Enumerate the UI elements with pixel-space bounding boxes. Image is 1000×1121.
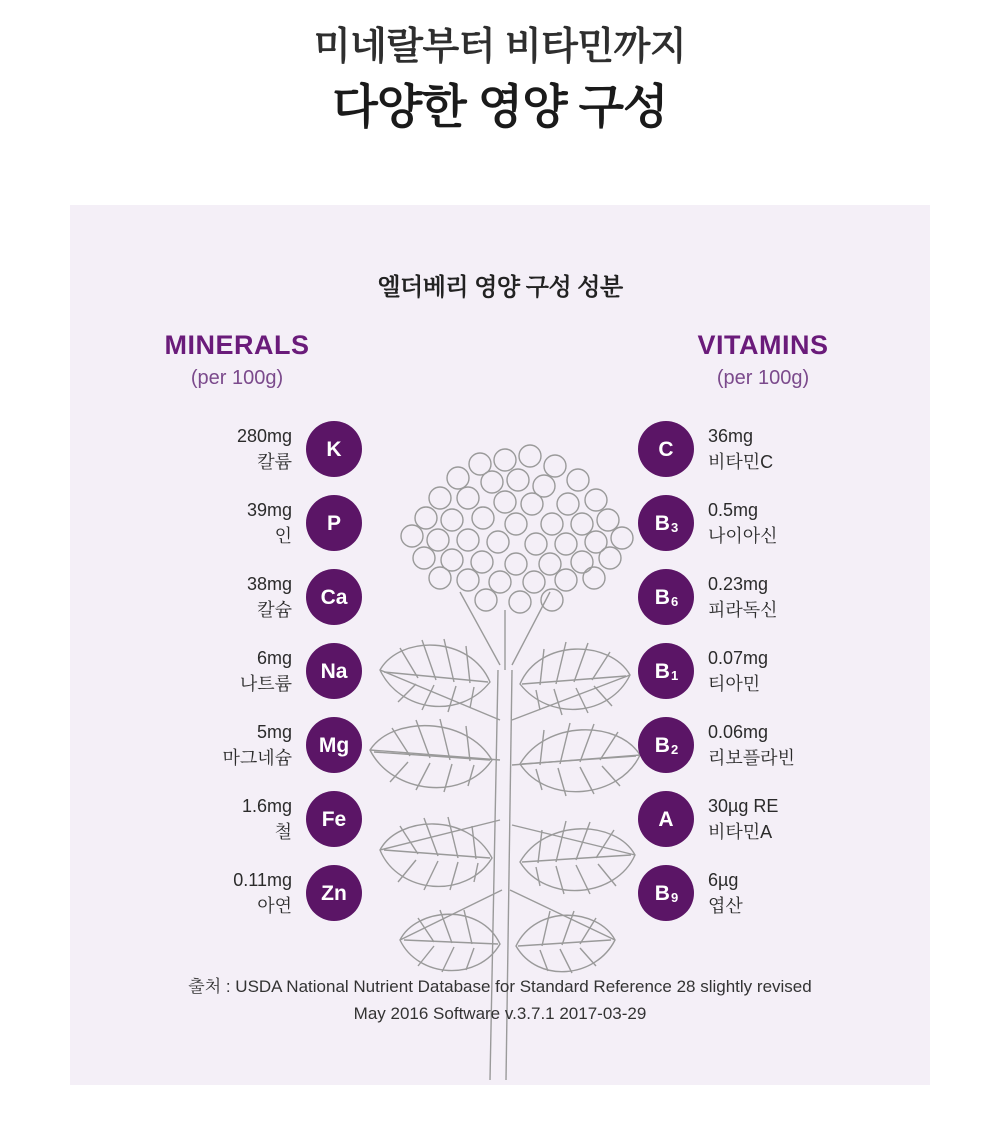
nutrient-badge <box>638 495 694 551</box>
vitamins-list <box>638 412 888 930</box>
vitamins-heading: VITAMINS <box>697 330 829 360</box>
nutrient-symbol: Ca <box>320 585 348 609</box>
nutrient-labels <box>222 719 306 771</box>
nutrition-panel <box>70 205 930 1085</box>
nutrient-name: 리보플라빈 <box>708 748 795 768</box>
nutrient-labels <box>694 571 778 623</box>
list-item <box>638 412 888 486</box>
nutrient-name: 엽산 <box>708 896 743 916</box>
nutrient-symbol: K <box>326 437 342 461</box>
nutrient-symbol: A <box>658 807 674 831</box>
list-item <box>112 634 362 708</box>
nutrient-amount: 0.06mg <box>708 721 769 742</box>
nutrient-labels <box>694 645 768 697</box>
nutrient-columns <box>70 330 930 930</box>
nutrient-symbol-subscript: 3 <box>670 519 679 535</box>
list-item <box>638 486 888 560</box>
minerals-heading: MINERALS <box>164 330 310 360</box>
nutrient-symbol: C <box>658 437 674 461</box>
nutrient-symbol: B <box>654 585 670 609</box>
list-item <box>638 634 888 708</box>
nutrient-amount: 1.6mg <box>241 795 292 816</box>
nutrient-badge <box>638 421 694 477</box>
nutrient-badge <box>638 569 694 625</box>
nutrient-amount: 36mg <box>708 425 754 446</box>
nutrient-amount: 0.5mg <box>708 499 759 520</box>
nutrient-badge <box>638 717 694 773</box>
nutrient-symbol-subscript: 2 <box>670 741 679 757</box>
minerals-subheading: (per 100g) <box>190 367 284 389</box>
nutrient-symbol-subscript: 1 <box>670 667 679 683</box>
page-header <box>0 0 1000 136</box>
minerals-column <box>112 330 362 930</box>
nutrient-name: 아연 <box>257 896 292 916</box>
nutrient-symbol: P <box>326 511 341 535</box>
nutrient-badge <box>306 569 362 625</box>
header-subtitle: 미네랄부터 비타민까지 <box>313 26 687 68</box>
nutrient-labels <box>247 497 306 549</box>
list-item <box>638 782 888 856</box>
nutrient-amount: 0.11mg <box>233 869 292 890</box>
nutrient-badge <box>306 865 362 921</box>
minerals-list <box>112 412 362 930</box>
nutrient-name: 마그네슘 <box>222 748 292 768</box>
nutrient-amount: 0.07mg <box>708 647 769 668</box>
nutrient-symbol: B <box>654 881 670 905</box>
nutrient-name: 칼륨 <box>257 452 292 472</box>
nutrient-amount: 280mg <box>236 425 292 446</box>
list-item <box>112 486 362 560</box>
list-item <box>112 782 362 856</box>
nutrient-labels <box>247 571 306 623</box>
nutrient-name: 인 <box>274 526 292 546</box>
list-item <box>112 856 362 930</box>
nutrient-name: 비타민A <box>708 822 773 842</box>
nutrient-badge <box>638 865 694 921</box>
nutrient-amount: 38mg <box>246 573 292 594</box>
panel-title: 엘더베리 영양 구성 성분 <box>377 274 623 301</box>
nutrient-labels <box>242 793 306 845</box>
nutrient-badge <box>638 791 694 847</box>
nutrient-amount: 39mg <box>246 499 292 520</box>
list-item <box>638 708 888 782</box>
nutrient-badge <box>638 643 694 699</box>
vitamins-subheading: (per 100g) <box>716 367 810 389</box>
nutrient-badge <box>306 791 362 847</box>
nutrient-labels <box>694 497 778 549</box>
nutrient-amount: 0.23mg <box>708 573 769 594</box>
nutrient-symbol: B <box>654 659 670 683</box>
nutrient-symbol: Na <box>320 659 348 683</box>
nutrient-symbol: B <box>654 511 670 535</box>
nutrient-amount: 6mg <box>256 647 292 668</box>
nutrient-badge <box>306 421 362 477</box>
nutrient-name: 나이아신 <box>708 526 778 546</box>
nutrient-labels <box>237 423 306 475</box>
nutrient-name: 티아민 <box>708 674 761 694</box>
nutrient-symbol-subscript: 9 <box>670 889 679 905</box>
nutrient-labels <box>233 867 306 919</box>
list-item <box>638 856 888 930</box>
source-line-2: May 2016 Software v.3.7.1 2017-03-29 <box>353 1003 647 1023</box>
nutrient-labels <box>240 645 306 697</box>
nutrient-name: 나트륨 <box>239 674 292 694</box>
nutrient-badge <box>306 495 362 551</box>
source-note <box>70 973 930 1027</box>
nutrient-symbol: Fe <box>321 807 347 831</box>
nutrient-symbol: Mg <box>318 733 350 757</box>
source-line-1: 출처 : USDA National Nutrient Database for Standard Reference 28 slightly revised <box>188 976 812 996</box>
vitamins-column <box>638 330 888 930</box>
nutrient-amount: 6µg <box>708 869 739 890</box>
nutrient-amount: 30µg RE <box>708 795 779 816</box>
nutrient-name: 피라독신 <box>708 600 778 620</box>
nutrient-labels <box>694 867 743 919</box>
list-item <box>638 560 888 634</box>
nutrient-amount: 5mg <box>256 721 292 742</box>
page-title: 다양한 영양 구성 <box>332 79 668 133</box>
nutrient-name: 철 <box>274 822 292 842</box>
nutrient-name: 칼슘 <box>257 600 292 620</box>
list-item <box>112 708 362 782</box>
nutrient-labels <box>694 719 795 771</box>
nutrient-symbol-subscript: 6 <box>670 593 679 609</box>
nutrient-badge <box>306 643 362 699</box>
nutrient-labels <box>694 423 773 475</box>
nutrient-labels <box>694 793 778 845</box>
nutrient-name: 비타민C <box>708 452 774 472</box>
nutrient-badge <box>306 717 362 773</box>
nutrient-symbol: Zn <box>321 881 347 905</box>
list-item <box>112 560 362 634</box>
list-item <box>112 412 362 486</box>
nutrient-symbol: B <box>654 733 670 757</box>
